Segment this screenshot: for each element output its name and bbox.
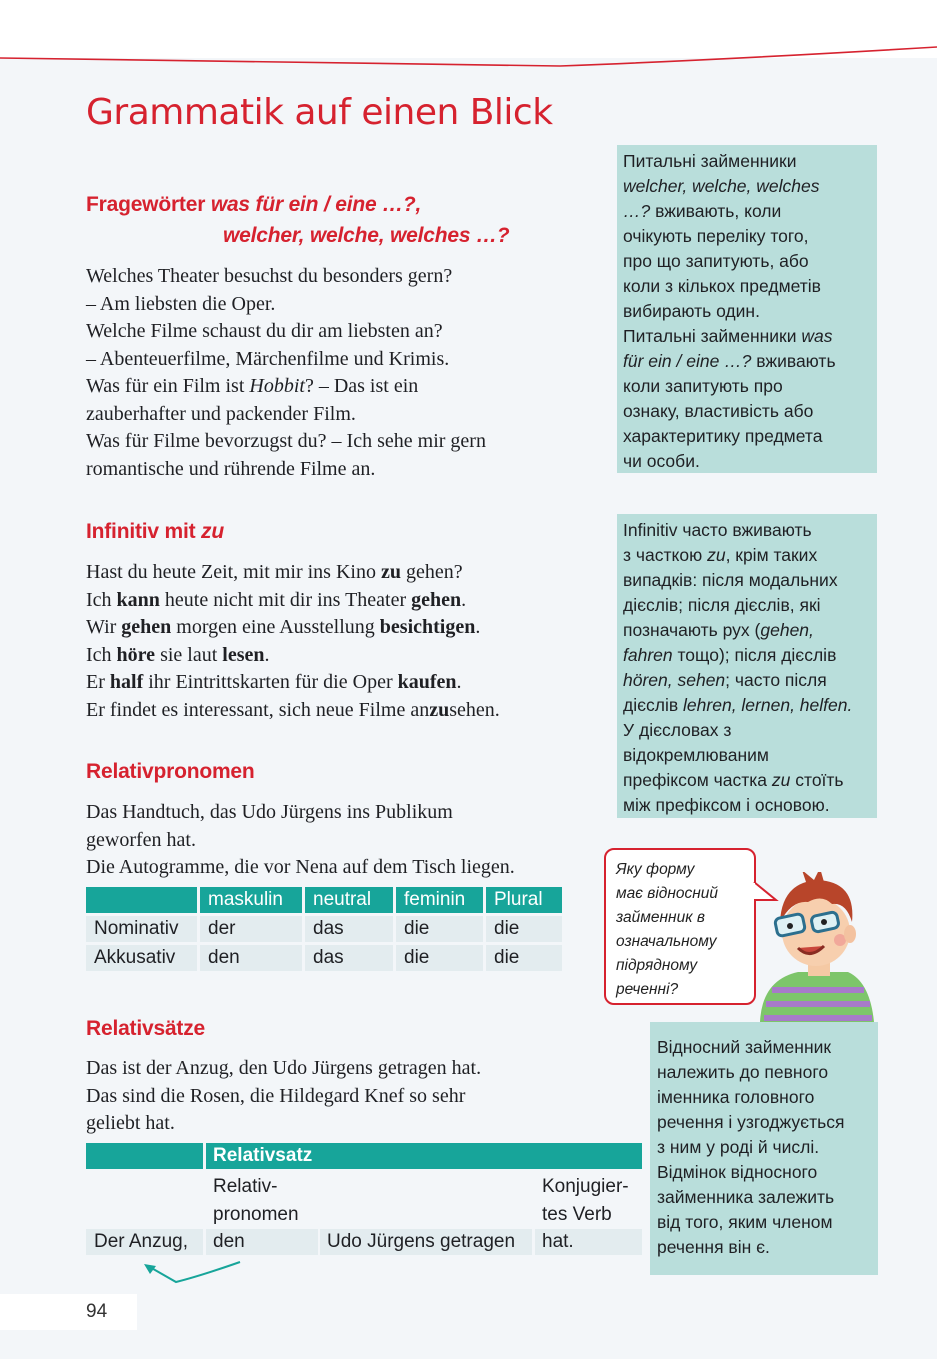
note-run: вживають bbox=[751, 351, 836, 371]
table-cell: den bbox=[206, 1229, 318, 1255]
bubble-line: Яку форму bbox=[616, 861, 695, 878]
note-line: коли з кількох предметів bbox=[623, 276, 821, 296]
note-run-italic: zu bbox=[707, 545, 726, 565]
note-line: Infinitiv часто вживають bbox=[623, 520, 812, 540]
note-line bbox=[623, 543, 871, 568]
example-line: Das ist der Anzug, den Udo Jürgens getragen hat. bbox=[86, 1057, 482, 1079]
relativpronomen-table bbox=[83, 884, 565, 974]
text-run-bold: lesen bbox=[222, 643, 265, 666]
note-line: з ним у роді й числі. bbox=[657, 1137, 820, 1157]
text-run: . bbox=[264, 643, 270, 666]
fragewoerter-examples bbox=[86, 263, 486, 483]
table-subheader-line: tes Verb bbox=[542, 1204, 612, 1225]
infinitiv-examples bbox=[86, 559, 500, 724]
heading-fragewoerter bbox=[86, 193, 421, 217]
note-line bbox=[623, 643, 871, 668]
note-run-italic: zu bbox=[771, 770, 791, 790]
note-run: тощо); після дієслів bbox=[672, 645, 837, 665]
note-line: ознаку, властивість або bbox=[623, 401, 814, 421]
example-line bbox=[86, 373, 486, 401]
example-line: geliebt hat. bbox=[86, 1112, 175, 1134]
page-title: Grammatik auf einen Blick bbox=[86, 92, 553, 133]
note-run-italic: gehen, bbox=[760, 620, 814, 640]
example-line bbox=[86, 614, 500, 642]
note-line: іменника головного bbox=[657, 1087, 815, 1107]
note-run: Питальні займенники bbox=[623, 326, 802, 346]
table-cell: hat. bbox=[535, 1229, 642, 1255]
table-cell: die bbox=[486, 916, 562, 942]
note-line: чи особи. bbox=[623, 451, 700, 471]
page-number-box bbox=[0, 1294, 137, 1330]
example-line: Welche Filme schaust du dir am liebsten an? bbox=[86, 320, 443, 342]
text-run-bold: kann bbox=[116, 588, 160, 611]
page-number: 94 bbox=[86, 1301, 108, 1322]
note-relativsaetze bbox=[650, 1022, 878, 1275]
note-run: префіксом частка bbox=[623, 770, 772, 790]
example-line: – Am liebsten die Oper. bbox=[86, 292, 276, 315]
text-run: Wir bbox=[86, 616, 122, 638]
note-run: вживають, коли bbox=[650, 201, 782, 221]
note-run-italic: für ein / eine …? bbox=[623, 351, 752, 371]
text-run: . bbox=[456, 671, 462, 693]
table-cell: den bbox=[200, 945, 302, 971]
relativsaetze-examples bbox=[86, 1055, 481, 1138]
text-run: ? – Das ist ein bbox=[304, 375, 419, 397]
text-run-bold: gehen bbox=[411, 588, 462, 611]
heading-fragewoerter-italic-1: was für ein / eine …?, bbox=[210, 193, 422, 216]
text-run: sie laut bbox=[155, 643, 223, 666]
table-cell: das bbox=[305, 945, 393, 971]
note-line bbox=[623, 768, 871, 793]
note-line bbox=[623, 618, 871, 643]
example-line bbox=[86, 587, 500, 615]
text-run-bold: höre bbox=[116, 643, 156, 666]
text-run-bold: besichtigen bbox=[379, 616, 476, 638]
bubble-line: має відносний bbox=[616, 885, 719, 902]
note-line: характеритику предмета bbox=[623, 426, 823, 446]
note-run: з часткою bbox=[623, 545, 708, 565]
note-line: речення він є. bbox=[657, 1237, 770, 1257]
note-line bbox=[623, 349, 871, 374]
text-run-bold: kaufen bbox=[397, 671, 457, 693]
text-run: sehen. bbox=[449, 698, 500, 721]
note-run-italic: hören, sehen bbox=[623, 670, 726, 690]
text-run: . bbox=[461, 588, 467, 611]
example-line: geworfen hat. bbox=[86, 828, 196, 851]
note-line: У дієсловах з bbox=[623, 720, 732, 740]
note-line: очікують переліку того, bbox=[623, 226, 809, 246]
note-line: відокремлюваним bbox=[623, 745, 769, 765]
note-line: про що запитують, або bbox=[623, 251, 809, 271]
note-line: Відносний займенник bbox=[657, 1037, 832, 1057]
example-line bbox=[86, 697, 500, 725]
note-line: між префіксом і основою. bbox=[623, 795, 830, 815]
note-run-italic: lehren, lernen, helfen. bbox=[683, 695, 853, 715]
table-header: maskulin bbox=[200, 887, 302, 913]
text-run: morgen eine Ausstellung bbox=[171, 616, 380, 638]
table-cell: Akkusativ bbox=[86, 945, 197, 971]
note-line: Питальні займенники bbox=[623, 151, 797, 171]
header-rule bbox=[0, 0, 937, 70]
heading-infinitiv bbox=[86, 520, 224, 544]
note-line: належить до певного bbox=[657, 1062, 829, 1082]
note-line: займенника залежить bbox=[657, 1187, 835, 1207]
bubble-line: підрядному bbox=[616, 957, 698, 974]
note-run: стоїть bbox=[790, 770, 844, 790]
note-line: випадків: після модальних bbox=[623, 570, 838, 590]
text-run: gehen? bbox=[400, 561, 463, 583]
text-run: ihr Eintrittskarten für die Oper bbox=[143, 671, 398, 693]
text-run-italic: Hobbit bbox=[249, 375, 305, 397]
note-run-italic: was bbox=[801, 326, 833, 346]
bubble-line: займенник в bbox=[616, 909, 705, 926]
table-subheader-line: Relativ- bbox=[213, 1176, 278, 1197]
table-header: feminin bbox=[396, 887, 483, 913]
text-run: heute nicht mit dir ins Theater bbox=[159, 588, 412, 611]
text-run: Hast du heute Zeit, mit mir ins Kino bbox=[86, 561, 381, 583]
note-run: , крім таких bbox=[725, 545, 818, 565]
table-header-relativsatz: Relativsatz bbox=[206, 1143, 642, 1169]
note-line bbox=[623, 324, 871, 349]
table-cell: die bbox=[396, 916, 483, 942]
note-line bbox=[623, 199, 871, 224]
example-line: Was für Filme bevorzugst du? – Ich sehe mir gern bbox=[86, 430, 486, 452]
heading-infinitiv-italic: zu bbox=[201, 520, 224, 543]
example-line: Welches Theater besuchst du besonders gern? bbox=[86, 265, 453, 287]
table-row bbox=[86, 916, 562, 942]
note-run-italic: welcher, welche, welches bbox=[623, 176, 820, 196]
table-cell: der bbox=[200, 916, 302, 942]
relativsatz-table bbox=[86, 1143, 642, 1258]
table-header-empty bbox=[86, 887, 197, 913]
example-line: Die Autogramme, die vor Nena auf dem Tisch liegen. bbox=[86, 856, 515, 878]
note-run-italic: fahren bbox=[623, 645, 673, 665]
text-run: Was für ein Film ist bbox=[86, 375, 250, 397]
note-run: дієслів bbox=[623, 695, 684, 715]
note-line: речення і узгоджується bbox=[657, 1112, 845, 1132]
example-line: Das Handtuch, das Udo Jürgens ins Publikum bbox=[86, 801, 453, 823]
table-cell: Udo Jürgens getragen bbox=[320, 1229, 532, 1255]
note-line: вибирають один. bbox=[623, 301, 760, 321]
table-cell: die bbox=[396, 945, 483, 971]
text-run-bold: half bbox=[109, 671, 144, 693]
example-line: Das sind die Rosen, die Hildegard Knef so sehr bbox=[86, 1084, 466, 1107]
table-header-empty bbox=[86, 1143, 203, 1169]
speech-bubble bbox=[604, 848, 756, 1005]
heading-fragewoerter-italic-2: welcher, welche, welches …? bbox=[223, 224, 510, 247]
table-header: neutral bbox=[305, 887, 393, 913]
note-run: позначають рух ( bbox=[623, 620, 761, 640]
note-line bbox=[623, 668, 871, 693]
table-cell: das bbox=[305, 916, 393, 942]
example-line: zauberhafter und packender Film. bbox=[86, 402, 356, 425]
heading-fragewoerter-line2 bbox=[223, 224, 509, 248]
example-line bbox=[86, 669, 500, 697]
note-line bbox=[623, 174, 871, 199]
note-infinitiv bbox=[617, 514, 877, 818]
table-cell: Nominativ bbox=[86, 916, 197, 942]
text-run: Ich bbox=[86, 643, 117, 666]
relativpronomen-examples bbox=[86, 799, 515, 882]
example-line: romantische und rührende Filme an. bbox=[86, 457, 376, 480]
reference-arrow-icon bbox=[140, 1258, 250, 1288]
student-character-icon bbox=[752, 872, 877, 1022]
note-run-italic: …? bbox=[623, 201, 651, 221]
table-header-row bbox=[86, 887, 562, 913]
text-run-bold: zu bbox=[429, 698, 450, 721]
note-line: від того, яким членом bbox=[657, 1212, 833, 1232]
bubble-line: реченні? bbox=[616, 981, 679, 998]
bubble-line: означальному bbox=[616, 933, 717, 950]
heading-relativpronomen: Relativpronomen bbox=[86, 760, 255, 783]
table-row bbox=[86, 945, 562, 971]
note-line: коли запитують про bbox=[623, 376, 783, 396]
heading-infinitiv-plain: Infinitiv mit bbox=[86, 520, 202, 543]
text-run-bold: zu bbox=[380, 561, 401, 583]
note-run: ; часто після bbox=[725, 670, 827, 690]
table-subheader bbox=[535, 1173, 649, 1229]
text-run: Ich bbox=[86, 588, 117, 611]
table-subheader-line: pronomen bbox=[213, 1204, 299, 1225]
text-run: Er findet es interessant, sich neue Filme an bbox=[86, 698, 430, 721]
table-cell: Der Anzug, bbox=[86, 1229, 203, 1255]
table-subheader-line: Konjugier- bbox=[542, 1176, 629, 1197]
table-header: Plural bbox=[486, 887, 562, 913]
note-line: дієслів; після дієслів, які bbox=[623, 595, 821, 615]
heading-relativsaetze: Relativsätze bbox=[86, 1017, 205, 1040]
example-line bbox=[86, 642, 500, 670]
text-run: Er bbox=[86, 671, 110, 693]
example-line: – Abenteuerfilme, Märchenfilme und Krimis. bbox=[86, 347, 450, 370]
table-subheader bbox=[206, 1173, 325, 1229]
text-run: . bbox=[475, 616, 481, 638]
note-fragewoerter bbox=[617, 145, 877, 473]
table-cell: die bbox=[486, 945, 562, 971]
example-line bbox=[86, 559, 500, 587]
heading-fragewoerter-plain: Fragewörter bbox=[86, 193, 211, 216]
note-line: Відмінок відносного bbox=[657, 1162, 818, 1182]
note-line bbox=[623, 693, 871, 718]
text-run-bold: gehen bbox=[121, 616, 172, 638]
